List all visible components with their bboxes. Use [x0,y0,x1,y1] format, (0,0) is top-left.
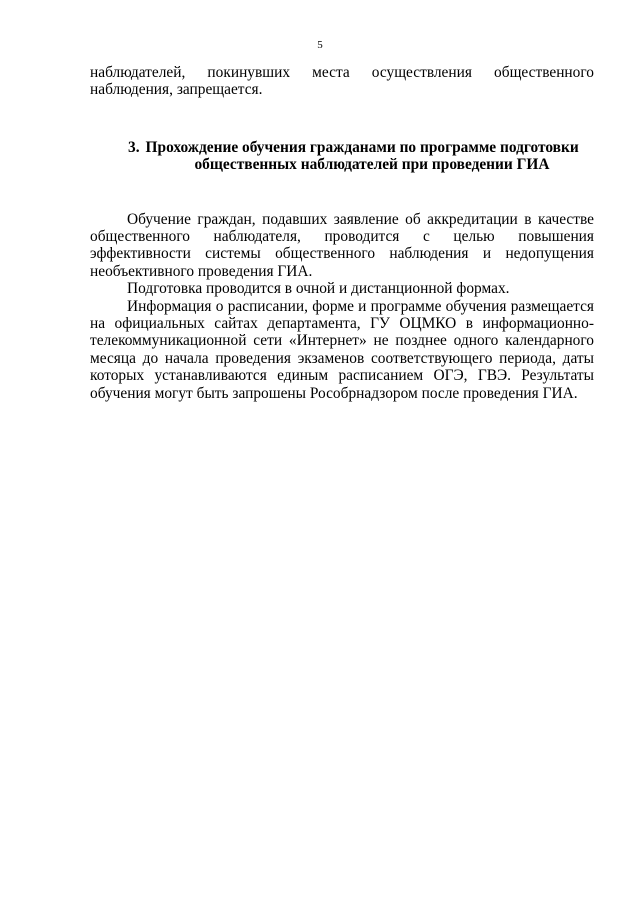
section-title-part-1: Прохождение обучения гражданами по программе подготовки [145,138,579,156]
page-number: 5 [317,39,323,51]
paragraph-training-purpose: Обучение граждан, подавших заявление об аккредитации в качестве общественного наблюдателя, проводится с целью повышения эффективности системы общественного наблюдения и недопущения необъективного проведения ГИА. [90,210,594,280]
intro-paragraph: наблюдателей, покинувших места осуществления общественного наблюдения, запрещается. [90,64,594,99]
section-number: 3. [128,138,140,156]
section-heading [90,139,594,174]
section-heading-line-1 [90,139,594,156]
section-title-part-2: общественных наблюдателей при проведении ГИА [194,156,550,174]
paragraph-training-information: Информация о расписании, форме и программе обучения размещается на официальных сайтах департамента, ГУ ОЦМКО в информационно-телекоммуникационной сети «Интернет» не позднее одного календарного месяца до начала проведения экзаменов соответствующего периода, даты которых устанавливаются единым расписанием ОГЭ, ГВЭ. Результаты обучения могут быть запрошены Рособрнадзором после проведения ГИА. [90,297,594,402]
paragraph-training-forms: Подготовка проводится в очной и дистанционной формах. [127,280,510,298]
document-body [90,64,594,402]
